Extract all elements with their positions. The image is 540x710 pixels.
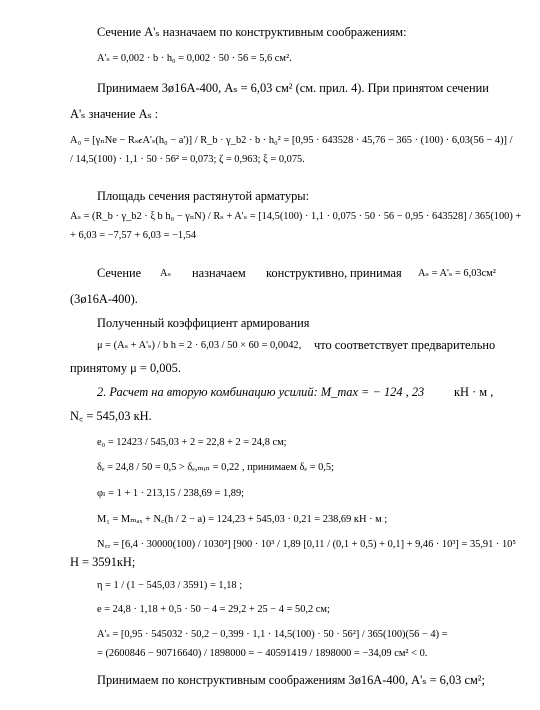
formula-delta-e: δₑ = 24,8 / 50 = 0,5 > δₑ,ₘᵢₙ = 0,22 , принимаем δₑ = 0,5;	[97, 462, 334, 473]
paragraph-tension-area: Площадь сечения растянутой арматуры:	[97, 189, 310, 203]
formula-nc: N꜀ = 545,03 кН.	[70, 409, 152, 423]
formula-ncr-result: Н = 3591кН;	[70, 555, 136, 569]
paragraph-constructive-word-1: Сечение	[97, 266, 142, 280]
formula-e0: e₀ = 12423 / 545,03 + 2 = 22,8 + 2 = 24,8 см;	[97, 437, 287, 448]
formula-as-prime-line2: = (2600846 − 90716640) / 1898000 = − 40591419 / 1898000 = −34,09 см² < 0.	[97, 648, 428, 659]
formula-m1: M₁ = Mₘₐₓ + N꜀(h / 2 − a) = 124,23 + 545,03 · 0,21 = 238,69 кН · м ;	[97, 514, 388, 525]
formula-a0-line2: / 14,5(100) · 1,1 · 50 · 56² = 0,073; ζ = 0,963; ξ = 0,075.	[70, 154, 305, 165]
paragraph-mu-comment: что соответствует предварительно	[314, 338, 496, 352]
formula-mu: μ = (Aₛ + A'ₛ) / b h = 2 · 6,03 / 50 × 60 = 0,0042,	[97, 340, 302, 351]
paragraph-reinforcement-ratio: Полученный коэффициент армирования	[97, 316, 310, 330]
formula-as-min: A'ₛ = 0,002 · b · h₀ = 0,002 · 50 · 56 = 5,6 см².	[97, 53, 292, 64]
paragraph-accepted-rebar: Принимаем 3ø16А-400, Aₛ = 6,03 см² (см. прил. 4). При принятом сечении	[97, 81, 489, 95]
paragraph-section-assignment: Сечение A'ₛ назначаем по конструктивным соображениям:	[97, 25, 407, 39]
paragraph-final-acceptance: Принимаем по конструктивным соображениям 3ø16А-400, A'ₛ = 6,03 см²;	[97, 673, 485, 687]
formula-e: e = 24,8 · 1,18 + 0,5 · 50 − 4 = 29,2 + 25 − 4 = 50,2 см;	[97, 604, 330, 615]
formula-a0-line1: A₀ = [γₙNe − Rₛ𝒸A'ₛ(h₀ − a')] / R_b · γ_b2 · b · h₀² = [0,95 · 643528 · 45,76 − 365 · (100) · 6,03(56 − 4)] /	[70, 135, 513, 146]
heading-second-combination: 2. Расчет на вторую комбинацию усилий: M_max = − 124 , 23	[97, 385, 425, 399]
formula-eta: η = 1 / (1 − 545,03 / 3591) = 1,18 ;	[97, 580, 243, 591]
paragraph-constructive-symbol: Aₛ	[160, 268, 172, 279]
paragraph-rebar-choice: (3ø16А-400).	[70, 292, 138, 306]
heading-second-combination-unit: кН · м ,	[454, 385, 494, 399]
paragraph-constructive-formula: Aₛ = A'ₛ = 6,03см²	[418, 268, 496, 279]
formula-as-prime-line1: A'ₛ = [0,95 · 545032 · 50,2 − 0,399 · 1,1 · 14,5(100) · 50 · 56²] / 365(100)(56 − 4) =	[97, 629, 448, 640]
paragraph-constructive-word-3: конструктивно,	[266, 266, 348, 280]
formula-ncr: N꜀ᵣ = [6,4 · 30000(100) / 1030²] [900 · 10³ / 1,89 [0,11 / (0,1 + 0,5) + 0,1] + 9,46 · 10³] = 35,91 · 10⁵	[97, 539, 516, 550]
paragraph-as-value: A'ₛ значение Aₛ :	[70, 107, 159, 121]
paragraph-mu-accepted: принятому μ = 0,005.	[70, 361, 181, 375]
paragraph-constructive-word-2: назначаем	[192, 266, 246, 280]
formula-as-line2: + 6,03 = −7,57 + 6,03 = −1,54	[70, 230, 197, 241]
paragraph-constructive-word-4: принимая	[350, 266, 402, 280]
formula-as-line1: Aₛ = (R_b · γ_b2 · ξ b h₀ − γₙN) / Rₛ + A'ₛ = [14,5(100) · 1,1 · 0,075 · 50 · 56 − 0,95 · 643528] / 365(100) +	[70, 211, 522, 222]
formula-phi-l: φₗ = 1 + 1 · 213,15 / 238,69 = 1,89;	[97, 488, 245, 499]
